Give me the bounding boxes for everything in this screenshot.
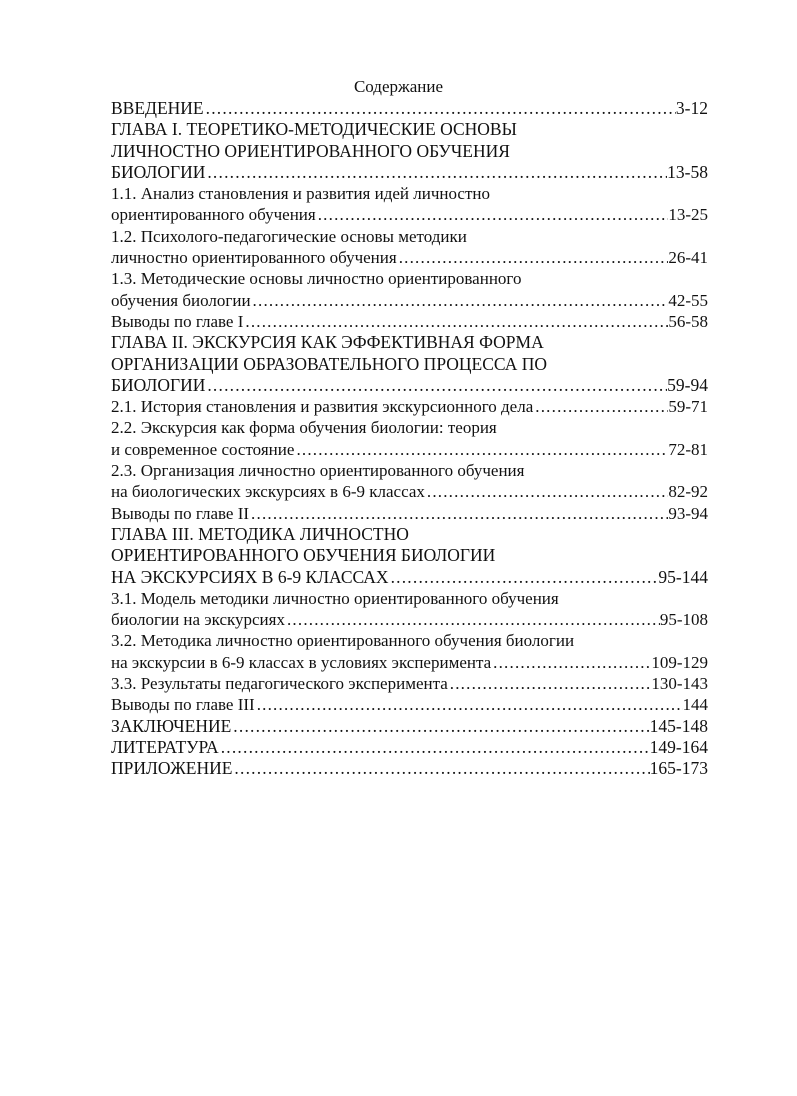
toc-chapter-entry: [111, 119, 708, 183]
toc-entry-leader-line: [111, 204, 708, 225]
toc-section-entry: [111, 417, 708, 460]
toc-entry-title: и современное состояние: [111, 439, 295, 459]
toc-entry-title: ПРИЛОЖЕНИЕ: [111, 758, 233, 779]
dot-leader: [243, 311, 668, 332]
toc-entry-pages: 93-94: [668, 503, 708, 523]
toc-entry-leader-line: [111, 439, 708, 460]
toc-section-entry: [111, 268, 708, 311]
toc-section-entry: [111, 183, 708, 226]
toc-chapter-entry: [111, 332, 708, 396]
table-of-contents: [111, 98, 708, 780]
toc-entry-pages: 42-55: [668, 290, 708, 310]
toc-entry-pages: 145-148: [649, 715, 708, 736]
toc-entry-leader-line: [111, 758, 708, 779]
toc-entry-leader-line: [111, 311, 708, 332]
toc-entry-pages: 59-94: [667, 374, 708, 395]
toc-entry-leader-line: [111, 503, 708, 524]
toc-entry-pages: 26-41: [668, 248, 708, 268]
toc-entry-pages: 13-25: [668, 205, 708, 225]
toc-entry-pages: 165-173: [649, 758, 708, 779]
toc-entry-pages: 144: [682, 695, 708, 715]
dot-leader: [316, 204, 669, 225]
toc-entry-leader-line: [111, 673, 708, 694]
dot-leader: [397, 247, 669, 268]
dot-leader: [294, 439, 668, 460]
dot-leader: [251, 290, 669, 311]
toc-entry-title: Выводы по главе II: [111, 503, 250, 523]
toc-entry-line: 1.1. Анализ становления и развития идей личностно: [111, 184, 490, 204]
dot-leader: [232, 758, 649, 779]
toc-entry-title: ЗАКЛЮЧЕНИЕ: [111, 715, 232, 736]
toc-entry-pages: 109-129: [651, 652, 708, 672]
toc-entry-leader-line: [111, 737, 708, 758]
toc-entry-leader-line: [111, 162, 708, 183]
toc-section-entry: [111, 673, 708, 694]
toc-entry-line: 2.3. Организация личностно ориентированного обучения: [111, 461, 525, 481]
dot-leader: [205, 162, 667, 183]
dot-leader: [205, 375, 667, 396]
toc-entry-line: ГЛАВА II. ЭКСКУРСИЯ КАК ЭФФЕКТИВНАЯ ФОРМА: [111, 332, 544, 353]
toc-chapter-entry: [111, 737, 708, 758]
dot-leader: [231, 716, 649, 737]
toc-entry-line: 3.2. Методика личностно ориентированного обучения биологии: [111, 631, 575, 651]
toc-entry-pages: 56-58: [668, 311, 708, 331]
toc-entry-pages: 95-108: [659, 610, 708, 630]
dot-leader: [255, 694, 683, 715]
toc-section-entry: [111, 694, 708, 715]
toc-entry-leader-line: [111, 290, 708, 311]
dot-leader: [425, 481, 668, 502]
toc-entry-leader-line: [111, 652, 708, 673]
toc-entry-line: 1.3. Методические основы личностно ориентированного: [111, 269, 522, 289]
toc-section-entry: [111, 503, 708, 524]
toc-entry-line: 1.2. Психолого-педагогические основы методики: [111, 226, 467, 246]
toc-entry-title: на экскурсии в 6-9 классах в условиях эксперимента: [111, 652, 492, 672]
toc-entry-title: биологии на экскурсиях: [111, 610, 285, 630]
toc-section-entry: [111, 311, 708, 332]
toc-chapter-entry: [111, 524, 708, 588]
toc-entry-title: Выводы по главе I: [111, 311, 244, 331]
toc-chapter-entry: [111, 98, 708, 119]
toc-entry-line: ЛИЧНОСТНО ОРИЕНТИРОВАННОГО ОБУЧЕНИЯ: [111, 140, 510, 161]
toc-entry-title: БИОЛОГИИ: [111, 374, 206, 395]
toc-chapter-entry: [111, 716, 708, 737]
dot-leader: [448, 673, 652, 694]
toc-entry-leader-line: [111, 375, 708, 396]
dot-leader: [219, 737, 650, 758]
toc-section-entry: [111, 460, 708, 503]
toc-entry-title: ориентированного обучения: [111, 205, 316, 225]
dot-leader: [389, 567, 659, 588]
toc-entry-line: ГЛАВА III. МЕТОДИКА ЛИЧНОСТНО: [111, 523, 409, 544]
toc-entry-leader-line: [111, 694, 708, 715]
toc-entry-title: ЛИТЕРАТУРА: [111, 736, 219, 757]
toc-entry-pages: 3-12: [675, 98, 708, 118]
toc-entry-line: 2.2. Экскурсия как форма обучения биологии: теория: [111, 418, 497, 438]
toc-chapter-entry: [111, 758, 708, 779]
toc-entry-title: 3.3. Результаты педагогического эксперимента: [111, 674, 448, 694]
toc-entry-leader-line: [111, 481, 708, 502]
toc-entry-pages: 149-164: [649, 736, 708, 757]
toc-entry-leader-line: [111, 247, 708, 268]
toc-section-entry: [111, 396, 708, 417]
toc-entry-pages: 82-92: [668, 482, 708, 502]
toc-entry-title: личностно ориентированного обучения: [111, 248, 397, 268]
toc-entry-line: ГЛАВА I. ТЕОРЕТИКО-МЕТОДИЧЕСКИЕ ОСНОВЫ: [111, 119, 517, 140]
toc-entry-leader-line: [111, 567, 708, 588]
toc-entry-title: обучения биологии: [111, 290, 251, 310]
toc-entry-leader-line: [111, 98, 708, 119]
toc-entry-title: Выводы по главе III: [111, 695, 255, 715]
dot-leader: [204, 98, 676, 119]
toc-entry-pages: 95-144: [658, 566, 708, 587]
toc-entry-title: БИОЛОГИИ: [111, 161, 206, 182]
toc-entry-leader-line: [111, 396, 708, 417]
toc-entry-leader-line: [111, 609, 708, 630]
toc-entry-pages: 59-71: [668, 397, 708, 417]
toc-entry-pages: 130-143: [651, 674, 708, 694]
toc-entry-line: ОРГАНИЗАЦИИ ОБРАЗОВАТЕЛЬНОГО ПРОЦЕССА ПО: [111, 353, 547, 374]
toc-section-entry: [111, 630, 708, 673]
toc-entry-title: НА ЭКСКУРСИЯХ В 6-9 КЛАССАХ: [111, 566, 389, 587]
dot-leader: [285, 609, 660, 630]
toc-entry-pages: 13-58: [667, 161, 708, 182]
toc-entry-pages: 72-81: [668, 439, 708, 459]
page-title: Содержание: [353, 77, 444, 96]
dot-leader: [533, 396, 668, 417]
dot-leader: [249, 503, 668, 524]
toc-entry-title: 2.1. История становления и развития экскурсионного дела: [111, 397, 534, 417]
toc-entry-line: 3.1. Модель методики личностно ориентированного обучения: [111, 588, 559, 608]
toc-entry-line: ОРИЕНТИРОВАННОГО ОБУЧЕНИЯ БИОЛОГИИ: [111, 545, 496, 566]
toc-section-entry: [111, 226, 708, 269]
toc-entry-title: на биологических экскурсиях в 6-9 классах: [111, 482, 425, 502]
toc-entry-title: ВВЕДЕНИЕ: [111, 98, 204, 118]
dot-leader: [491, 652, 651, 673]
toc-entry-leader-line: [111, 716, 708, 737]
toc-section-entry: [111, 588, 708, 631]
